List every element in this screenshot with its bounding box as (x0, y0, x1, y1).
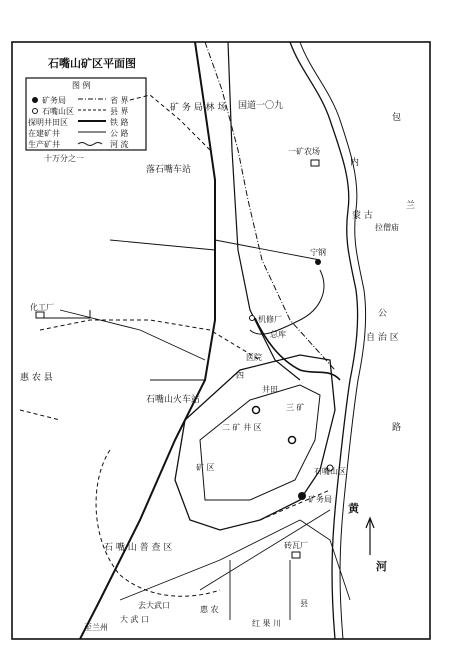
brick-building (292, 552, 300, 558)
label-lan: 兰 (406, 201, 416, 211)
label-bao: 包 (392, 113, 402, 123)
label-district: 石嘴山区 (314, 467, 346, 476)
label-nei: 内 (350, 158, 360, 168)
farm-building (311, 160, 319, 166)
road-network (60, 240, 350, 620)
label-power-plant: 总库 (270, 330, 286, 339)
legend-line-1: 省 界 (110, 96, 129, 105)
legend-line-4: 公 路 (110, 129, 129, 138)
map-title: 石嘴山矿区平面图 (48, 57, 136, 70)
label-machine-repair: 机修厂 (258, 315, 282, 324)
label-road-bottom-left: 至兰州 (84, 623, 108, 632)
mine-bureau-marker (298, 492, 306, 500)
label-dawu: 大 武 口 (120, 615, 150, 624)
label-menggu: 蒙 古 (352, 211, 373, 221)
legend-symbol-5: 生产矿井 (28, 140, 60, 149)
label-shizuishan-plain: 石 嘴 山 普 查 区 (104, 543, 173, 553)
machine-repair-marker (250, 316, 255, 321)
label-mine-three: 三 矿 (286, 403, 305, 412)
label-mine-bureau: 矿务局 (308, 495, 332, 504)
mine-bureau-symbol (32, 97, 38, 103)
legend-line-2: 县 界 (110, 107, 129, 116)
label-gong: 公 (378, 309, 388, 319)
label-brick-factory: 砖瓦厂 (284, 541, 308, 550)
legend-line-5: 河 流 (110, 140, 129, 149)
label-national-road: 国道一〇九 (238, 101, 284, 111)
label-road-bottom: 去大武口 (138, 601, 170, 610)
scale-label: 十万分之一 (44, 154, 84, 163)
label-mine-bureau-forest: 矿 务 局 林 场 (170, 103, 227, 113)
legend-symbol-3: 探明井田区 (28, 118, 68, 127)
label-honghe: 红 果 川 (252, 619, 282, 628)
mine-three-marker (289, 437, 296, 444)
label-zizhiqu: 自 治 区 (366, 333, 399, 343)
label-he: 河 (376, 560, 387, 573)
legend-heading: 图 例 (72, 81, 91, 90)
district-symbol (33, 109, 38, 114)
label-station-luo: 落石嘴车站 (146, 165, 192, 175)
river-flow-arrow (366, 518, 374, 555)
label-huang: 黄 (348, 502, 359, 515)
label-mine-two: 二 矿 井 区 (222, 423, 262, 432)
label-fourth-district: 四 (236, 371, 244, 380)
label-mine-area: 矿 区 (196, 463, 215, 472)
label-lamaguan: 拉僧庙 (375, 223, 399, 232)
national-road-109 (228, 42, 300, 380)
label-zhongnong-bottom: 惠 农 (200, 605, 219, 614)
chemical-building (36, 312, 44, 318)
label-hospital: 医院 (246, 353, 262, 362)
legend-symbol-4: 在建矿井 (28, 129, 60, 138)
label-jingtian: 井田 (262, 385, 278, 394)
label-farm: 一矿农场 (288, 147, 320, 156)
legend-symbol-1: 矿务局 (42, 96, 66, 105)
label-road-right: 路 (392, 423, 402, 433)
legend-line-3: 铁 路 (110, 118, 129, 127)
label-railway-station: 石嘴山火车站 (146, 395, 201, 405)
legend-symbol-2: 石嘴山区 (42, 107, 74, 116)
label-chemical: 化工厂 (30, 303, 54, 312)
water-line (250, 270, 324, 334)
label-xian-bottom: 县 (300, 599, 308, 608)
ningcheng-marker (315, 259, 321, 265)
label-ningcheng: 宁钢 (310, 248, 326, 257)
machine-line (255, 318, 340, 380)
label-huinong: 惠 农 县 (20, 373, 53, 383)
mine-two-marker (253, 407, 260, 414)
legend (26, 78, 146, 150)
